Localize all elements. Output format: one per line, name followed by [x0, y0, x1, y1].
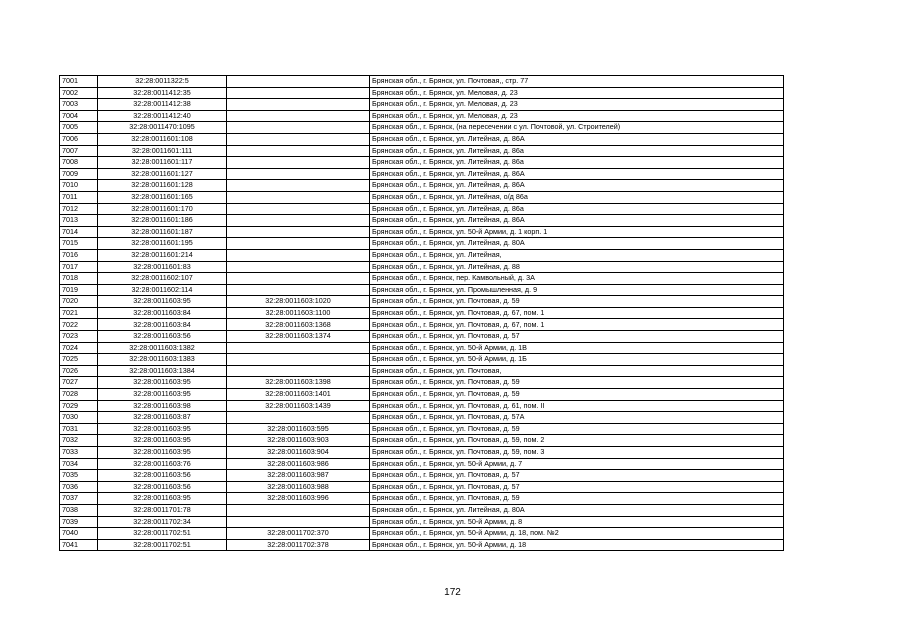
row-number-cell: 7015 — [60, 238, 98, 250]
cadastral-number-cell: 32:28:0011601:165 — [98, 191, 227, 203]
cadastral-number-cell: 32:28:0011603:95 — [98, 377, 227, 389]
row-number-cell: 7007 — [60, 145, 98, 157]
row-number-cell: 7039 — [60, 516, 98, 528]
table-row — [60, 296, 784, 308]
row-number-cell: 7014 — [60, 226, 98, 238]
table-row — [60, 191, 784, 203]
row-number-cell: 7034 — [60, 458, 98, 470]
address-cell: Брянская обл., г. Брянск, ул. Меловая, д. 23 — [370, 99, 784, 111]
table-row — [60, 516, 784, 528]
row-number-cell: 7006 — [60, 133, 98, 145]
table-row — [60, 423, 784, 435]
object-cadastral-number-cell — [227, 261, 370, 273]
table-row — [60, 435, 784, 447]
cadastral-number-cell: 32:28:0011601:108 — [98, 133, 227, 145]
address-cell: Брянская обл., г. Брянск, ул. 50-й Армии, д. 18, пом. №2 — [370, 528, 784, 540]
address-cell: Брянская обл., г. Брянск, ул. Почтовая, — [370, 365, 784, 377]
table-row — [60, 481, 784, 493]
cadastral-number-cell: 32:28:0011702:34 — [98, 516, 227, 528]
address-cell: Брянская обл., г. Брянск, ул. 50-й Армии, д. 1В — [370, 342, 784, 354]
table-row — [60, 145, 784, 157]
table-row — [60, 76, 784, 88]
row-number-cell: 7022 — [60, 319, 98, 331]
object-cadastral-number-cell — [227, 110, 370, 122]
object-cadastral-number-cell: 32:28:0011603:987 — [227, 470, 370, 482]
table-row — [60, 168, 784, 180]
table-row — [60, 110, 784, 122]
table-row — [60, 99, 784, 111]
cadastral-number-cell: 32:28:0011412:40 — [98, 110, 227, 122]
table-row — [60, 87, 784, 99]
cadastral-number-cell: 32:28:0011603:84 — [98, 307, 227, 319]
object-cadastral-number-cell: 32:28:0011603:904 — [227, 447, 370, 459]
row-number-cell: 7025 — [60, 354, 98, 366]
cadastral-number-cell: 32:28:0011601:128 — [98, 180, 227, 192]
object-cadastral-number-cell: 32:28:0011603:1368 — [227, 319, 370, 331]
address-cell: Брянская обл., г. Брянск, ул. Почтовая, д. 57 — [370, 470, 784, 482]
cadastral-number-cell: 32:28:0011701:78 — [98, 504, 227, 516]
table-row — [60, 539, 784, 551]
object-cadastral-number-cell — [227, 99, 370, 111]
row-number-cell: 7019 — [60, 284, 98, 296]
row-number-cell: 7001 — [60, 76, 98, 88]
cadastral-number-cell: 32:28:0011603:95 — [98, 389, 227, 401]
row-number-cell: 7005 — [60, 122, 98, 134]
object-cadastral-number-cell — [227, 342, 370, 354]
row-number-cell: 7010 — [60, 180, 98, 192]
address-cell: Брянская обл., г. Брянск, ул. Почтовая, д. 67, пом. 1 — [370, 319, 784, 331]
address-cell: Брянская обл., г. Брянск, ул. Литейная, д. 86А — [370, 180, 784, 192]
address-cell: Брянская обл., г. Брянск, ул. 50-й Армии, д. 8 — [370, 516, 784, 528]
table-row — [60, 365, 784, 377]
address-cell: Брянская обл., г. Брянск, ул. Литейная, — [370, 249, 784, 261]
cadastral-number-cell: 32:28:0011602:107 — [98, 273, 227, 285]
table-row — [60, 133, 784, 145]
address-cell: Брянская обл., г. Брянск, ул. Почтовая, д. 59 — [370, 493, 784, 505]
object-cadastral-number-cell: 32:28:0011702:370 — [227, 528, 370, 540]
cadastral-number-cell: 32:28:0011702:51 — [98, 528, 227, 540]
row-number-cell: 7013 — [60, 215, 98, 227]
cadastral-number-cell: 32:28:0011601:195 — [98, 238, 227, 250]
table-row — [60, 458, 784, 470]
table-row — [60, 215, 784, 227]
object-cadastral-number-cell — [227, 215, 370, 227]
object-cadastral-number-cell — [227, 157, 370, 169]
row-number-cell: 7029 — [60, 400, 98, 412]
object-cadastral-number-cell: 32:28:0011603:595 — [227, 423, 370, 435]
address-cell: Брянская обл., г. Брянск, ул. Почтовая, д. 61, пом. II — [370, 400, 784, 412]
row-number-cell: 7035 — [60, 470, 98, 482]
row-number-cell: 7008 — [60, 157, 98, 169]
row-number-cell: 7032 — [60, 435, 98, 447]
table-row — [60, 319, 784, 331]
address-cell: Брянская обл., г. Брянск, ул. Литейная, д. 80А — [370, 238, 784, 250]
row-number-cell: 7041 — [60, 539, 98, 551]
row-number-cell: 7030 — [60, 412, 98, 424]
row-number-cell: 7037 — [60, 493, 98, 505]
cadastral-number-cell: 32:28:0011603:95 — [98, 435, 227, 447]
registry-table — [59, 75, 784, 551]
cadastral-number-cell: 32:28:0011601:186 — [98, 215, 227, 227]
cadastral-number-cell: 32:28:0011603:1383 — [98, 354, 227, 366]
cadastral-number-cell: 32:28:0011601:111 — [98, 145, 227, 157]
address-cell: Брянская обл., г. Брянск, ул. Почтовая, д. 57А — [370, 412, 784, 424]
row-number-cell: 7031 — [60, 423, 98, 435]
cadastral-number-cell: 32:28:0011603:56 — [98, 331, 227, 343]
object-cadastral-number-cell — [227, 516, 370, 528]
table-row — [60, 284, 784, 296]
address-cell: Брянская обл., г. Брянск, ул. Литейная, о/д 86а — [370, 191, 784, 203]
address-cell: Брянская обл., г. Брянск, ул. 50-й Армии, д. 7 — [370, 458, 784, 470]
table-row — [60, 447, 784, 459]
table-row — [60, 400, 784, 412]
object-cadastral-number-cell — [227, 238, 370, 250]
cadastral-number-cell: 32:28:0011322:5 — [98, 76, 227, 88]
table-row — [60, 504, 784, 516]
cadastral-number-cell: 32:28:0011412:38 — [98, 99, 227, 111]
address-cell: Брянская обл., г. Брянск, ул. Почтовая, д. 59, пом. 2 — [370, 435, 784, 447]
object-cadastral-number-cell — [227, 504, 370, 516]
cadastral-number-cell: 32:28:0011603:84 — [98, 319, 227, 331]
cadastral-number-cell: 32:28:0011470:1095 — [98, 122, 227, 134]
table-row — [60, 331, 784, 343]
cadastral-number-cell: 32:28:0011603:1384 — [98, 365, 227, 377]
cadastral-number-cell: 32:28:0011603:95 — [98, 296, 227, 308]
row-number-cell: 7027 — [60, 377, 98, 389]
address-cell: Брянская обл., г. Брянск, ул. Литейная, д. 86А — [370, 168, 784, 180]
row-number-cell: 7038 — [60, 504, 98, 516]
address-cell: Брянская обл., г. Брянск, ул. 50-й Армии, д. 1Б — [370, 354, 784, 366]
row-number-cell: 7033 — [60, 447, 98, 459]
address-cell: Брянская обл., г. Брянск, ул. Почтовая, д. 59 — [370, 296, 784, 308]
row-number-cell: 7002 — [60, 87, 98, 99]
cadastral-number-cell: 32:28:0011602:114 — [98, 284, 227, 296]
cadastral-number-cell: 32:28:0011601:127 — [98, 168, 227, 180]
table-row — [60, 157, 784, 169]
row-number-cell: 7036 — [60, 481, 98, 493]
address-cell: Брянская обл., г. Брянск, ул. Почтовая, д. 59 — [370, 423, 784, 435]
address-cell: Брянская обл., г. Брянск, ул. Почтовая, д. 59 — [370, 377, 784, 389]
object-cadastral-number-cell — [227, 122, 370, 134]
address-cell: Брянская обл., г. Брянск, ул. Почтовая, д. 67, пом. 1 — [370, 307, 784, 319]
object-cadastral-number-cell — [227, 203, 370, 215]
object-cadastral-number-cell: 32:28:0011603:986 — [227, 458, 370, 470]
table-row — [60, 493, 784, 505]
address-cell: Брянская обл., г. Брянск, ул. Меловая, д. 23 — [370, 110, 784, 122]
page-number: 172 — [444, 587, 461, 598]
table-row — [60, 238, 784, 250]
table-row — [60, 249, 784, 261]
row-number-cell: 7016 — [60, 249, 98, 261]
table-row — [60, 122, 784, 134]
address-cell: Брянская обл., г. Брянск, ул. Промышленная, д. 9 — [370, 284, 784, 296]
address-cell: Брянская обл., г. Брянск, ул. Почтовая, д. 59, пом. 3 — [370, 447, 784, 459]
object-cadastral-number-cell — [227, 145, 370, 157]
row-number-cell: 7004 — [60, 110, 98, 122]
object-cadastral-number-cell — [227, 226, 370, 238]
row-number-cell: 7028 — [60, 389, 98, 401]
table-row — [60, 273, 784, 285]
object-cadastral-number-cell — [227, 133, 370, 145]
address-cell: Брянская обл., г. Брянск, ул. Литейная, д. 86А — [370, 133, 784, 145]
row-number-cell: 7003 — [60, 99, 98, 111]
table-row — [60, 261, 784, 273]
table-row — [60, 389, 784, 401]
object-cadastral-number-cell — [227, 180, 370, 192]
cadastral-number-cell: 32:28:0011603:98 — [98, 400, 227, 412]
address-cell: Брянская обл., г. Брянск, ул. Литейная, д. 88 — [370, 261, 784, 273]
row-number-cell: 7026 — [60, 365, 98, 377]
address-cell: Брянская обл., г. Брянск, ул. Литейная, д. 80А — [370, 504, 784, 516]
address-cell: Брянская обл., г. Брянск, пер. Камвольный, д. 3А — [370, 273, 784, 285]
object-cadastral-number-cell — [227, 87, 370, 99]
object-cadastral-number-cell — [227, 354, 370, 366]
cadastral-number-cell: 32:28:0011603:95 — [98, 423, 227, 435]
registry-table-body — [60, 76, 784, 551]
cadastral-number-cell: 32:28:0011603:56 — [98, 470, 227, 482]
table-row — [60, 377, 784, 389]
table-row — [60, 354, 784, 366]
address-cell: Брянская обл., г. Брянск, ул. Почтовая,, стр. 77 — [370, 76, 784, 88]
cadastral-number-cell: 32:28:0011603:95 — [98, 447, 227, 459]
object-cadastral-number-cell: 32:28:0011603:1401 — [227, 389, 370, 401]
cadastral-number-cell: 32:28:0011603:1382 — [98, 342, 227, 354]
cadastral-number-cell: 32:28:0011603:76 — [98, 458, 227, 470]
table-row — [60, 342, 784, 354]
object-cadastral-number-cell — [227, 249, 370, 261]
row-number-cell: 7023 — [60, 331, 98, 343]
object-cadastral-number-cell: 32:28:0011603:1020 — [227, 296, 370, 308]
row-number-cell: 7012 — [60, 203, 98, 215]
row-number-cell: 7021 — [60, 307, 98, 319]
table-row — [60, 470, 784, 482]
object-cadastral-number-cell — [227, 191, 370, 203]
address-cell: Брянская обл., г. Брянск, ул. Почтовая, д. 57 — [370, 331, 784, 343]
address-cell: Брянская обл., г. Брянск, ул. 50-й Армии, д. 1 корп. 1 — [370, 226, 784, 238]
object-cadastral-number-cell — [227, 76, 370, 88]
object-cadastral-number-cell — [227, 412, 370, 424]
address-cell: Брянская обл., г. Брянск, (на пересечении с ул. Почтовой, ул. Строителей) — [370, 122, 784, 134]
object-cadastral-number-cell: 32:28:0011603:1374 — [227, 331, 370, 343]
object-cadastral-number-cell — [227, 284, 370, 296]
cadastral-number-cell: 32:28:0011601:214 — [98, 249, 227, 261]
address-cell: Брянская обл., г. Брянск, ул. Литейная, д. 86а — [370, 157, 784, 169]
object-cadastral-number-cell: 32:28:0011603:988 — [227, 481, 370, 493]
row-number-cell: 7024 — [60, 342, 98, 354]
cadastral-number-cell: 32:28:0011702:51 — [98, 539, 227, 551]
object-cadastral-number-cell: 32:28:0011702:378 — [227, 539, 370, 551]
cadastral-number-cell: 32:28:0011412:35 — [98, 87, 227, 99]
object-cadastral-number-cell: 32:28:0011603:903 — [227, 435, 370, 447]
object-cadastral-number-cell: 32:28:0011603:1398 — [227, 377, 370, 389]
address-cell: Брянская обл., г. Брянск, ул. Литейная, д. 86а — [370, 203, 784, 215]
object-cadastral-number-cell — [227, 168, 370, 180]
cadastral-number-cell: 32:28:0011603:56 — [98, 481, 227, 493]
table-row — [60, 412, 784, 424]
row-number-cell: 7020 — [60, 296, 98, 308]
table-row — [60, 528, 784, 540]
table-row — [60, 180, 784, 192]
cadastral-number-cell: 32:28:0011601:117 — [98, 157, 227, 169]
row-number-cell: 7009 — [60, 168, 98, 180]
address-cell: Брянская обл., г. Брянск, ул. Литейная, д. 86а — [370, 145, 784, 157]
object-cadastral-number-cell — [227, 273, 370, 285]
address-cell: Брянская обл., г. Брянск, ул. Меловая, д. 23 — [370, 87, 784, 99]
address-cell: Брянская обл., г. Брянск, ул. Почтовая, д. 57 — [370, 481, 784, 493]
row-number-cell: 7018 — [60, 273, 98, 285]
row-number-cell: 7011 — [60, 191, 98, 203]
object-cadastral-number-cell: 32:28:0011603:996 — [227, 493, 370, 505]
row-number-cell: 7040 — [60, 528, 98, 540]
cadastral-number-cell: 32:28:0011601:187 — [98, 226, 227, 238]
address-cell: Брянская обл., г. Брянск, ул. Почтовая, д. 59 — [370, 389, 784, 401]
table-row — [60, 307, 784, 319]
object-cadastral-number-cell: 32:28:0011603:1100 — [227, 307, 370, 319]
cadastral-number-cell: 32:28:0011603:87 — [98, 412, 227, 424]
object-cadastral-number-cell: 32:28:0011603:1439 — [227, 400, 370, 412]
cadastral-number-cell: 32:28:0011601:170 — [98, 203, 227, 215]
address-cell: Брянская обл., г. Брянск, ул. Литейная, д. 86А — [370, 215, 784, 227]
table-row — [60, 226, 784, 238]
cadastral-number-cell: 32:28:0011601:83 — [98, 261, 227, 273]
address-cell: Брянская обл., г. Брянск, ул. 50-й Армии, д. 18 — [370, 539, 784, 551]
cadastral-number-cell: 32:28:0011603:95 — [98, 493, 227, 505]
row-number-cell: 7017 — [60, 261, 98, 273]
object-cadastral-number-cell — [227, 365, 370, 377]
table-row — [60, 203, 784, 215]
